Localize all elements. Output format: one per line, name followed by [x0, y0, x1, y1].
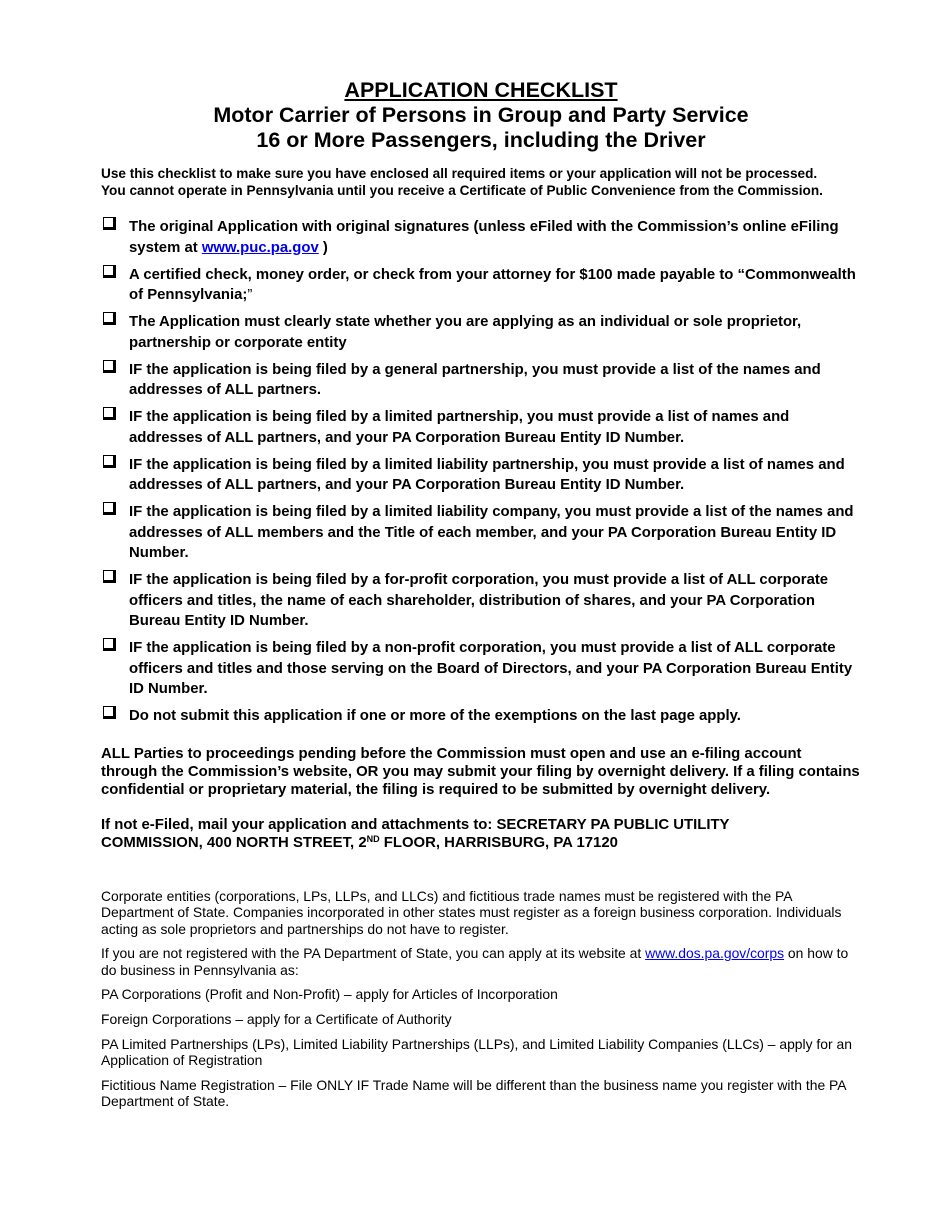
intro-line-2: You cannot operate in Pennsylvania until you receive a Certificate of Public Convenience from the Commission. — [101, 182, 823, 198]
checkbox-icon[interactable] — [101, 407, 129, 427]
checklist-item — [101, 638, 861, 700]
checkbox-icon[interactable] — [101, 312, 129, 332]
checkbox-icon[interactable] — [101, 455, 129, 475]
checkbox-icon[interactable] — [101, 570, 129, 590]
checklist-item — [101, 407, 861, 448]
checkbox-icon[interactable] — [101, 638, 129, 658]
item-text-segment: ) — [318, 239, 328, 256]
document-page — [101, 78, 861, 1110]
item-text-segment: Commonwealth of Pennsylvania; — [129, 266, 856, 303]
puc-website-link[interactable]: www.puc.pa.gov — [201, 239, 319, 256]
page-title: APPLICATION CHECKLIST — [344, 78, 618, 102]
checklist-item — [101, 312, 861, 353]
checklist-item — [101, 265, 861, 306]
item-text-segment: The original Application with original signatures (unless eFiled with the Commission’s online eFiling system at — [129, 219, 839, 256]
registration-option-pa-corporations: PA Corporations (Profit and Non-Profit) – apply for Articles of Incorporation — [101, 986, 558, 1003]
intro-text — [101, 166, 861, 199]
registration-paragraph-2 — [101, 945, 861, 978]
checkbox-icon[interactable] — [101, 217, 129, 237]
checkbox-icon[interactable] — [101, 265, 129, 285]
registration-paragraph-1: Corporate entities (corporations, LPs, LLPs, and LLCs) and fictitious trade names must be registered with the PA Department of State. Companies incorporated in other states must register as a foreign business corporation. Individuals acting as sole proprietors and partnerships do not have to register. — [101, 887, 842, 937]
checklist-item-text — [129, 217, 861, 258]
checklist-item-text — [129, 265, 861, 306]
checklist-item-text: IF the application is being filed by a limited partnership, you must provide a list of names and addresses of ALL partners, and your PA Corporation Bureau Entity ID Number. — [129, 409, 790, 446]
checklist-item-text: IF the application is being filed by a non-profit corporation, you must provide a list of ALL corporate officers and titles and those serving on the Board of Directors, and your PA Corporation Bureau Entity ID Number. — [129, 640, 853, 697]
checkbox-icon[interactable] — [101, 502, 129, 522]
mailing-line-2-post: FLOOR, HARRISBURG, PA 17120 — [379, 834, 618, 851]
checklist-item-text: IF the application is being filed by a limited liability company, you must provide a list of the names and addresses of ALL members and the Title of each member, and your PA Corporation Bureau Entity ID Number. — [129, 504, 854, 561]
checklist-item — [101, 217, 861, 258]
checklist-item — [101, 455, 861, 496]
item-text-segment: A certified check, money order, or check from your attorney for $100 made payable to “ — [129, 266, 745, 283]
registration-option-partnerships: PA Limited Partnerships (LPs), Limited Liability Partnerships (LLPs), and Limited Liability Companies (LLCs) – apply for an Application of Registration — [101, 1035, 852, 1069]
checklist-item-text: Do not submit this application if one or more of the exemptions on the last page apply. — [129, 708, 741, 724]
mailing-line-1: If not e-Filed, mail your application and attachments to: SECRETARY PA PUBLIC UTILITY — [101, 816, 730, 833]
efiling-notice: ALL Parties to proceedings pending before the Commission must open and use an e-filing account through the Commission’s website, OR you may submit your filing by overnight delivery. If a filing contains confidential or proprietary material, the filing is required to be submitted by overnight delivery. — [101, 745, 860, 798]
checklist-item — [101, 502, 861, 564]
checklist — [101, 217, 861, 727]
intro-line-1: Use this checklist to make sure you have enclosed all required items or your application will not be processed. — [101, 166, 818, 181]
registration-option-fictitious-name: Fictitious Name Registration – File ONLY IF Trade Name will be different than the business name you register with the PA Department of State. — [101, 1076, 846, 1110]
checklist-item-text: IF the application is being filed by a general partnership, you must provide a list of the names and addresses of ALL partners. — [129, 361, 821, 398]
checklist-item-text: IF the application is being filed by a for-profit corporation, you must provide a list of ALL corporate officers and titles, the name of each shareholder, distribution of shares, and your PA Corporation Bureau Entity ID Number. — [129, 572, 829, 629]
registration-text-segment: If you are not registered with the PA Department of State, you can apply at its website at — [101, 945, 646, 962]
checkbox-icon[interactable] — [101, 360, 129, 380]
checklist-item-text: IF the application is being filed by a limited liability partnership, you must provide a list of names and addresses of ALL partners, and your PA Corporation Bureau Entity ID Number. — [129, 456, 845, 493]
mailing-address — [101, 816, 861, 852]
checkbox-icon[interactable] — [101, 706, 129, 726]
page-subtitle-2: 16 or More Passengers, including the Driver — [256, 128, 706, 152]
dos-website-link[interactable]: www.dos.pa.gov/corps — [645, 945, 785, 962]
mailing-superscript: ND — [366, 833, 380, 844]
mailing-line-2-pre: COMMISSION, 400 NORTH STREET, 2 — [101, 834, 367, 851]
checklist-item — [101, 570, 861, 632]
checklist-item — [101, 706, 861, 727]
checklist-item — [101, 360, 861, 401]
page-subtitle-1: Motor Carrier of Persons in Group and Party Service — [213, 103, 749, 127]
checklist-item-text: The Application must clearly state whether you are applying as an individual or sole proprietor, partnership or corporate entity — [129, 314, 802, 351]
registration-text-segment: on how to do business in Pennsylvania as: — [101, 945, 849, 978]
item-text-segment: ” — [247, 287, 253, 303]
registration-option-foreign-corporations: Foreign Corporations – apply for a Certificate of Authority — [101, 1011, 452, 1028]
